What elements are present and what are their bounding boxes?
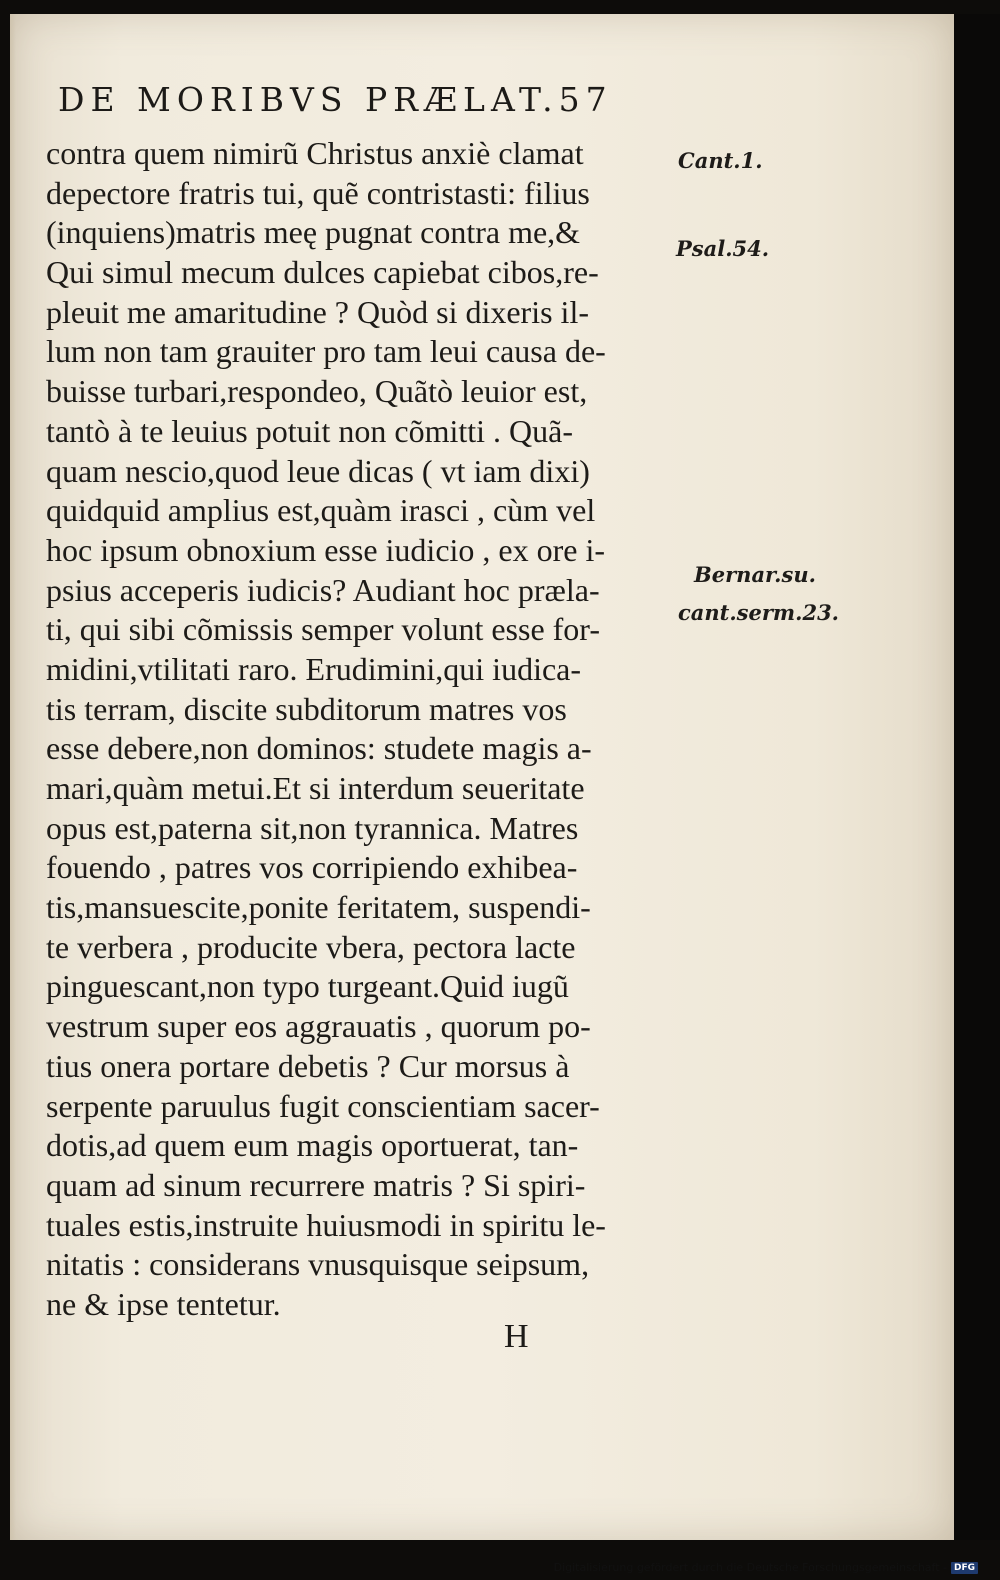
text-line: contra quem nimirũ Christus anxiè clamat: [46, 135, 584, 171]
text-line: tis terram, discite subditorum matres vos: [46, 690, 567, 727]
marginal-note-cant: Cant.1.: [678, 148, 763, 173]
text-line: pleuit me amaritudine ? Quòd si dixeris il-: [46, 293, 589, 330]
text-line: midini,vtilitati raro. Erudimini,qui iudica-: [46, 650, 582, 687]
text-line: (inquiens)matris meę pugnat contra me,&: [46, 214, 581, 251]
text-line: pinguescant,non typo turgeant.Quid iugũ: [46, 968, 569, 1005]
text-line: serpente paruulus fugit conscientiam sacer-: [46, 1087, 600, 1124]
marginal-note-psal: Psal.54.: [676, 236, 770, 261]
scan-border: [954, 14, 1000, 1540]
text-line: quidquid amplius est,quàm irasci , cùm vel: [46, 492, 596, 529]
running-head: DE MORIBVS PRÆLAT.57: [58, 80, 613, 119]
text-line: mari,quàm metui.Et si interdum seueritate: [46, 770, 585, 806]
text-line: opus est,paterna sit,non tyrannica. Matres: [46, 809, 579, 846]
dfg-logo: DFG: [951, 1562, 978, 1574]
text-line: depectore fratris tui, quẽ contristasti: filius: [46, 174, 590, 211]
text-line: ne & ipse tentetur.: [46, 1285, 281, 1322]
text-line: ti, qui sibi cõmissis semper volunt esse for-: [46, 611, 600, 648]
page-gutter-edge: [10, 14, 16, 1540]
text-line: nitatis : considerans vnusquisque seipsum,: [46, 1246, 590, 1283]
text-line: tuales estis,instruite huiusmodi in spiritu le-: [46, 1206, 606, 1243]
text-line: lum non tam grauiter pro tam leui causa de-: [46, 333, 606, 370]
marginal-note-bernar: Bernar.su.: [694, 562, 816, 587]
text-line: te verbera , producite vbera, pectora lacte: [46, 928, 576, 965]
text-line: quam nescio,quod leue dicas ( vt iam dixi): [46, 452, 590, 489]
marginal-note-cant-serm: cant.serm.23.: [678, 600, 839, 625]
signature-mark: H: [504, 1318, 529, 1355]
text-line: quam ad sinum recurrere matris ? Si spiri-: [46, 1166, 586, 1203]
text-line: buisse turbari,respondeo, Quãtò leuior est,: [46, 373, 588, 410]
footer-text: Digitalisierung gefördert durch die Deutsche Forschungsgemeinschaft -: [553, 1561, 947, 1574]
text-line: psius acceperis iudicis? Audiant hoc præla-: [46, 571, 600, 608]
text-line: tis,mansuescite,ponite feritatem, suspendi-: [46, 889, 591, 926]
text-line: fouendo , patres vos corripiendo exhibea-: [46, 849, 578, 886]
text-line: tius onera portare debetis ? Cur morsus à: [46, 1047, 570, 1084]
text-line: dotis,ad quem eum magis oportuerat, tan-: [46, 1127, 579, 1164]
text-line: hoc ipsum obnoxium esse iudicio , ex ore i-: [46, 531, 606, 568]
body-text: [46, 134, 686, 1325]
text-line: esse debere,non dominos: studete magis a-: [46, 730, 592, 767]
text-line: vestrum super eos aggrauatis , quorum po-: [46, 1008, 591, 1045]
text-line: Qui simul mecum dulces capiebat cibos,re-: [46, 254, 599, 291]
text-line: tantò à te leuius potuit non cõmitti . Quã-: [46, 412, 574, 449]
digitization-footer: [554, 1561, 978, 1574]
